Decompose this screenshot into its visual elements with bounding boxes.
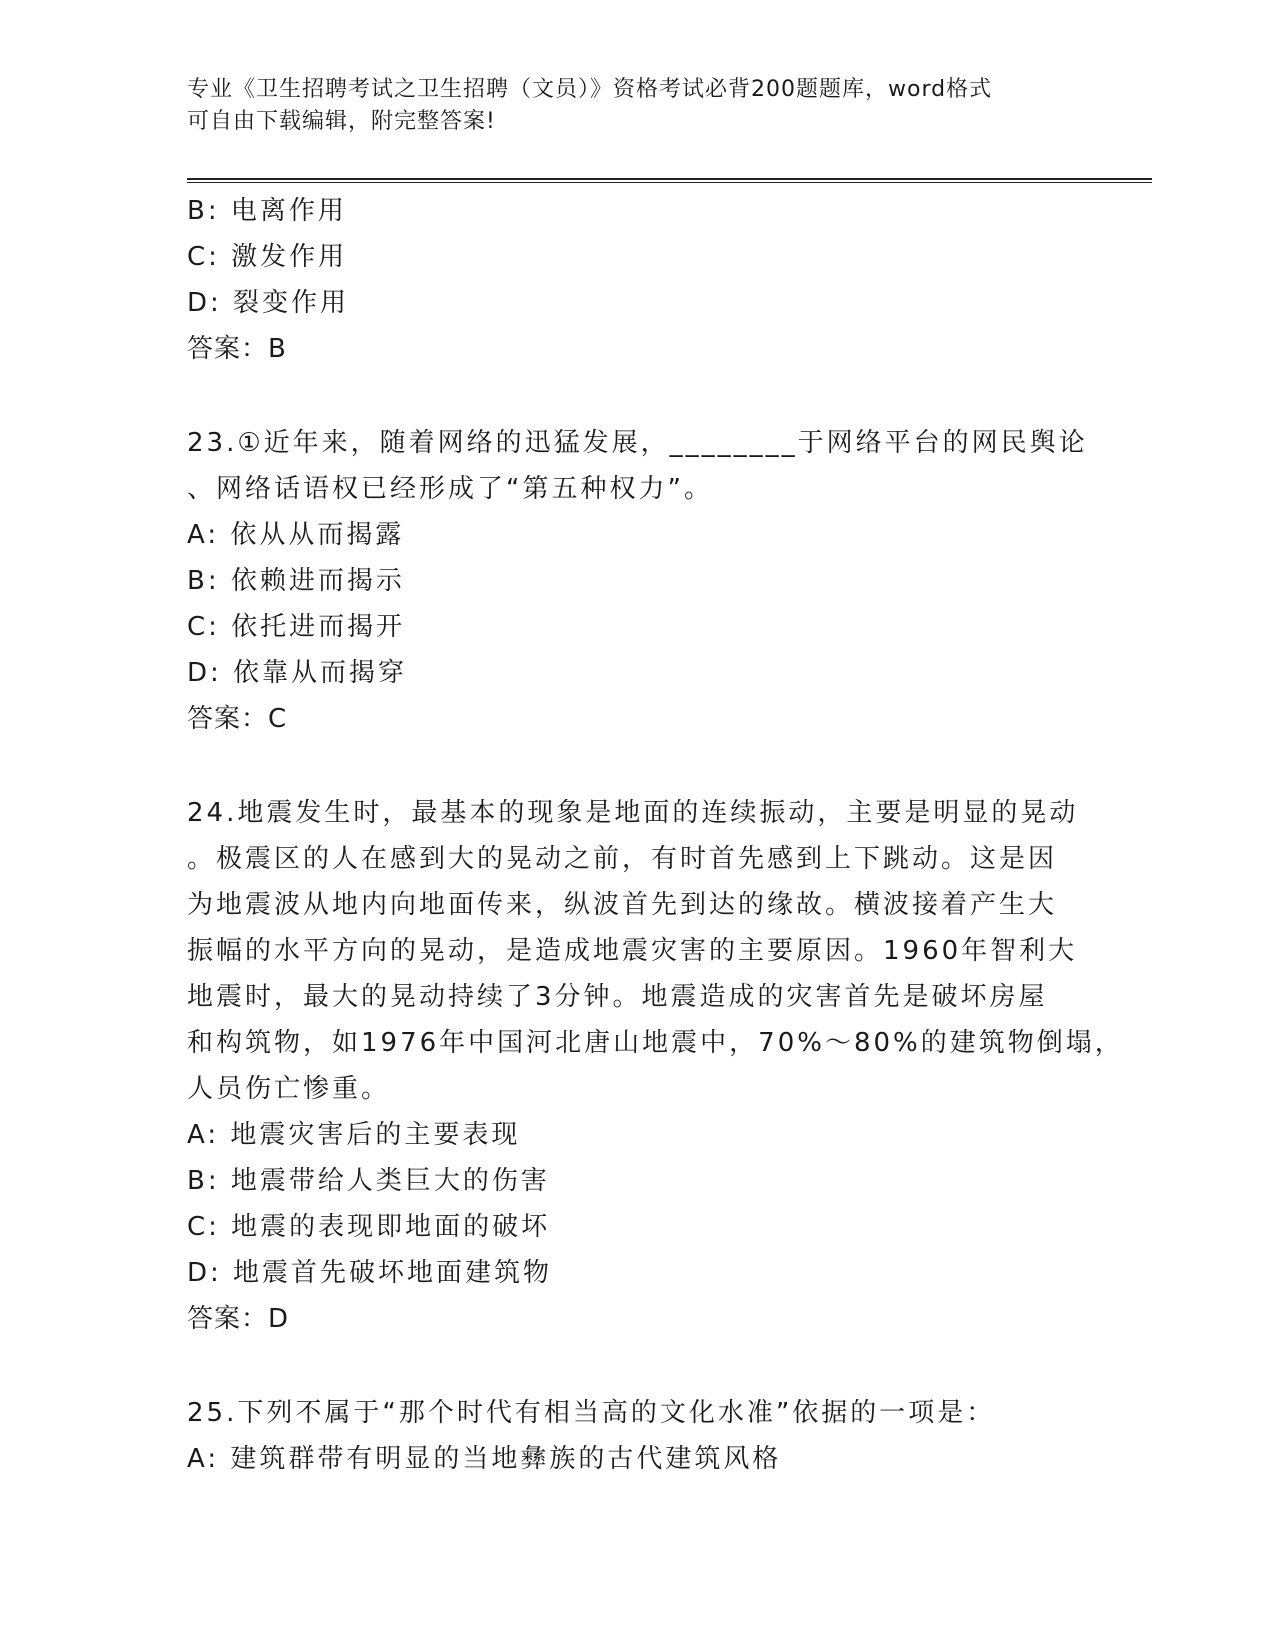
answer: 答案：D <box>187 1304 290 1334</box>
option-a: A: 依从从而揭露 <box>187 520 405 550</box>
option-d: D: 地震首先破坏地面建筑物 <box>187 1258 553 1288</box>
question-stem-line: 。极震区的人在感到大的晃动之前，有时首先感到上下跳动。这是因 <box>187 844 1058 874</box>
option-c: C: 地震的表现即地面的破坏 <box>187 1212 551 1242</box>
question-stem-line: 25.下列不属于“那个时代有相当高的文化水准”依据的一项是： <box>187 1398 996 1428</box>
question-25 <box>187 1390 1087 1482</box>
option-d: D: 裂变作用 <box>187 288 350 318</box>
answer: 答案：B <box>187 334 287 364</box>
question-22 <box>187 188 1087 372</box>
question-stem-line: 为地震波从地内向地面传来，纵波首先到达的缘故。横波接着产生大 <box>187 890 1058 920</box>
spacer <box>187 1342 1087 1390</box>
question-stem-line: 和构筑物，如1976年中国河北唐山地震中，70%～80%的建筑物倒塌， <box>187 1028 1124 1058</box>
header-line-1: 专业《卫生招聘考试之卫生招聘（文员）》资格考试必背200题题库，word格式 <box>187 77 993 102</box>
question-stem-line: 24.地震发生时，最基本的现象是地面的连续振动，主要是明显的晃动 <box>187 798 1079 828</box>
option-c: C: 激发作用 <box>187 242 348 272</box>
question-stem-line: 地震时，最大的晃动持续了3分钟。地震造成的灾害首先是破坏房屋 <box>187 982 1048 1012</box>
spacer <box>187 372 1087 420</box>
question-stem-line: 23.①近年来，随着网络的迅猛发展，________于网络平台的网民舆论 <box>187 428 1088 458</box>
question-24 <box>187 790 1124 1342</box>
option-b: B: 地震带给人类巨大的伤害 <box>187 1166 550 1196</box>
header-line-2: 可自由下载编辑，附完整答案! <box>187 109 496 134</box>
option-b: B: 电离作用 <box>187 196 347 226</box>
document-body <box>187 188 1124 1482</box>
question-stem-line: 、网络话语权已经形成了“第五种权力”。 <box>187 474 713 504</box>
option-c: C: 依托进而揭开 <box>187 612 406 642</box>
header-divider <box>187 178 1152 183</box>
document-header <box>187 74 1087 138</box>
spacer <box>187 742 1087 790</box>
question-23 <box>187 420 1087 742</box>
option-b: B: 依赖进而揭示 <box>187 566 405 596</box>
question-stem-line: 振幅的水平方向的晃动，是造成地震灾害的主要原因。1960年智利大 <box>187 936 1078 966</box>
answer: 答案：C <box>187 704 288 734</box>
option-a: A: 建筑群带有明显的当地彝族的古代建筑风格 <box>187 1444 782 1474</box>
option-a: A: 地震灾害后的主要表现 <box>187 1120 521 1150</box>
question-stem-line: 人员伤亡惨重。 <box>187 1074 391 1104</box>
option-d: D: 依靠从而揭穿 <box>187 658 408 688</box>
